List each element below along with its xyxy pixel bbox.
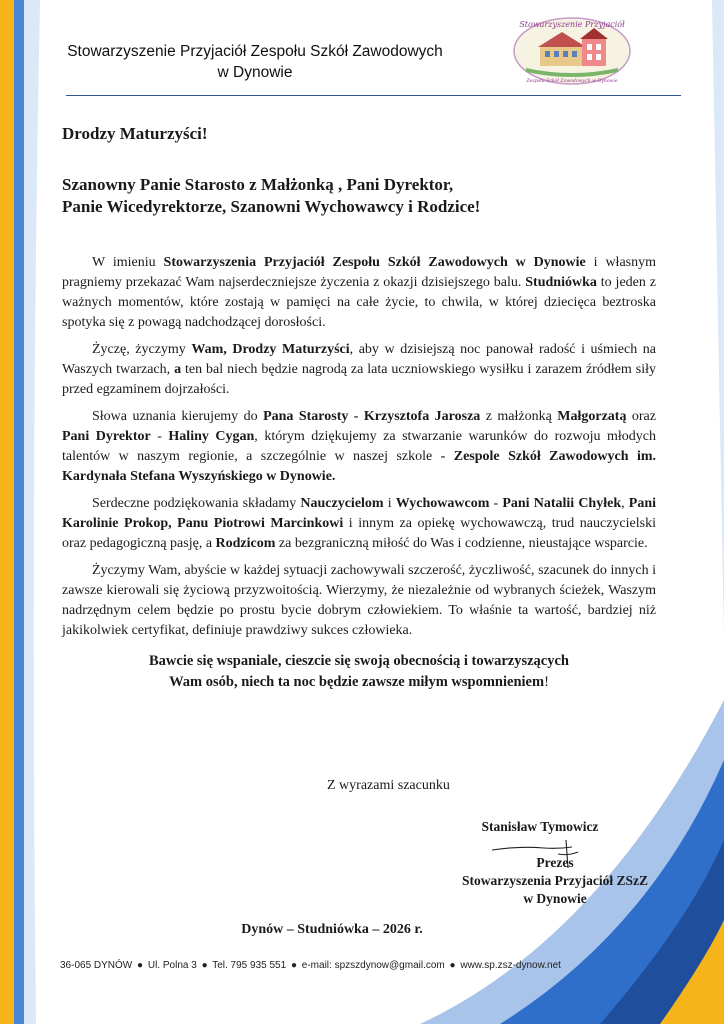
signer-name: Stanisław Tymowicz (481, 819, 599, 834)
body-text: , (621, 496, 629, 511)
bold-text: Wam, Drodzy Maturzyści (191, 342, 350, 357)
body-text: za bezgraniczną miłość do Was i codzienne, nieustające wsparcie. (275, 536, 648, 551)
left-light-edge (24, 0, 40, 1024)
body-text: Życzę, życzymy (92, 342, 192, 357)
signer-role: Prezes (536, 855, 574, 870)
bold-text: Pana Starosty - Krzysztofa Jarosza (263, 409, 481, 424)
organization-name: Stowarzyszenie Przyjaciół Zespołu Szkół Zawodowych (67, 43, 443, 60)
header-divider (66, 95, 681, 96)
body-text: , którym dziękujemy za stwarzanie warunków do rozwoju młodych talentów w naszym regionie, a szczególnie w naszej szkole (62, 429, 656, 464)
left-yellow-strip (0, 0, 14, 1024)
bold-text: Pani Karolinie Prokop, Panu Piotrowi Marcinkowi (62, 496, 656, 531)
salutation-line-1: Szanowny Panie Starosto z Małżonką , Pani Dyrektor, (62, 175, 454, 194)
body-text: oraz (626, 409, 656, 424)
body-text: Słowa uznania kierujemy do (92, 409, 264, 424)
place-and-date: Dynów – Studniówka – 2026 r. (241, 922, 423, 937)
organization-header (40, 41, 470, 83)
footer-address-city: 36-065 DYNÓW (60, 960, 133, 971)
left-blue-strip (14, 0, 24, 1024)
paragraph (62, 340, 656, 400)
bold-text: Stowarzyszenia Przyjaciół Zespołu Szkół Zawodowych w Dynowie (163, 255, 586, 270)
body-text: , aby w dzisiejszą noc panował radość i uśmiech na Waszych twarzach, (62, 342, 656, 377)
logo-top-text: Stowarzyszenie Przyjaciół (519, 20, 625, 29)
association-logo (512, 16, 632, 86)
footer-phone: Tel. 795 935 551 (212, 960, 287, 971)
body-text: i innym za opiekę wychowawczą, trud nauczycielski oraz pedagogiczną pasję, a (62, 516, 656, 551)
body-text: W imieniu (92, 255, 164, 270)
footer-address-street: Ul. Polna 3 (147, 960, 197, 971)
paragraph (62, 561, 656, 641)
closing-line-2-text: Wam osób, niech ta noc będzie zawsze miłym wspomnieniem (169, 674, 545, 690)
body-text: - (150, 429, 169, 444)
signer-organization-location: w Dynowie (523, 891, 587, 906)
body-text: - (489, 496, 503, 511)
bold-text: Nauczycielom (300, 496, 384, 511)
right-edge-band (712, 0, 724, 640)
bold-text: Haliny Cygan (168, 429, 255, 444)
closing-line-1: Bawcie się wspaniale, cieszcie się swoją obecnością i towarzyszących (148, 653, 569, 669)
body-text: to jeden z ważnych momentów, które zostają w pamięci na całe życie, to chwila, w której dziecięca beztroska spotyka się z powagą nadchodzącej dorosłości. (62, 275, 656, 330)
paragraph (62, 494, 656, 554)
footer-separator: ● (137, 960, 144, 971)
footer-email: e-mail: spzszdynow@gmail.com (301, 960, 445, 971)
salutation-line-2: Panie Wicedyrektorze, Szanowni Wychowawcy i Rodzice! (62, 197, 481, 216)
bold-text: Małgorzatą (557, 409, 627, 424)
footer-separator: ● (290, 960, 297, 971)
organization-location: w Dynowie (217, 64, 293, 81)
bold-text: - Zespole Szkół Zawodowych im. Kardynała Stefana Wyszyńskiego w Dynowie. (62, 449, 657, 484)
bold-text: Studniówka (525, 275, 597, 290)
closing-wishes (62, 651, 656, 693)
signature-block (440, 818, 670, 908)
signer-organization: Stowarzyszenia Przyjaciół ZSzZ (462, 873, 648, 888)
body-text: Serdeczne podziękowania składamy (92, 496, 301, 511)
closing-line-2 (62, 672, 656, 693)
regards-text: Z wyrazami szacunku (327, 778, 450, 793)
footer-separator: ● (449, 960, 456, 971)
bold-text: Wychowawcom (395, 496, 490, 511)
bold-text: Pani Dyrektor (62, 429, 151, 444)
bold-text: Rodzicom (215, 536, 276, 551)
logo-bottom-text: Zespołu Szkół Zawodowych w Dynowie (526, 79, 618, 84)
bold-text: Pani Natalii Chyłek (502, 496, 622, 511)
body-text: i własnym pragniemy przekazać Wam najserdeczniejsze życzenia z okazji dzisiejszego balu. (62, 255, 656, 290)
footer-contact-line (60, 960, 660, 971)
paragraph (62, 407, 656, 487)
letter-body (62, 124, 656, 693)
bold-text: a (174, 362, 182, 377)
closing-exclamation: ! (544, 674, 549, 690)
letter-salutation (62, 174, 656, 218)
body-text: z małżonką (480, 409, 558, 424)
body-text: i (383, 496, 396, 511)
letter-greeting: Drodzy Maturzyści! (62, 124, 208, 143)
body-text: Życzymy Wam, abyście w każdej sytuacji zachowywali szczerość, życzliwość, szacunek do innych i zawsze kierowali się życiową przyzwoitością. Wierzymy, że niezależnie od wybranych ścieżek, Waszym nadrzędnym celem będzie po prostu bycie dobrym człowiekiem. To właśnie ta wartość, bardziej niż jakikolwiek certyfikat, definiuje prawdziwy sukces człowieka. (62, 563, 656, 638)
footer-website: www.sp.zsz-dynow.net (460, 960, 561, 971)
paragraph (62, 253, 656, 333)
footer-separator: ● (201, 960, 208, 971)
body-text: ten bal niech będzie nagrodą za lata uczniowskiego wysiłku i zarazem źródłem siły przed egzaminem dojrzałości. (62, 362, 656, 397)
